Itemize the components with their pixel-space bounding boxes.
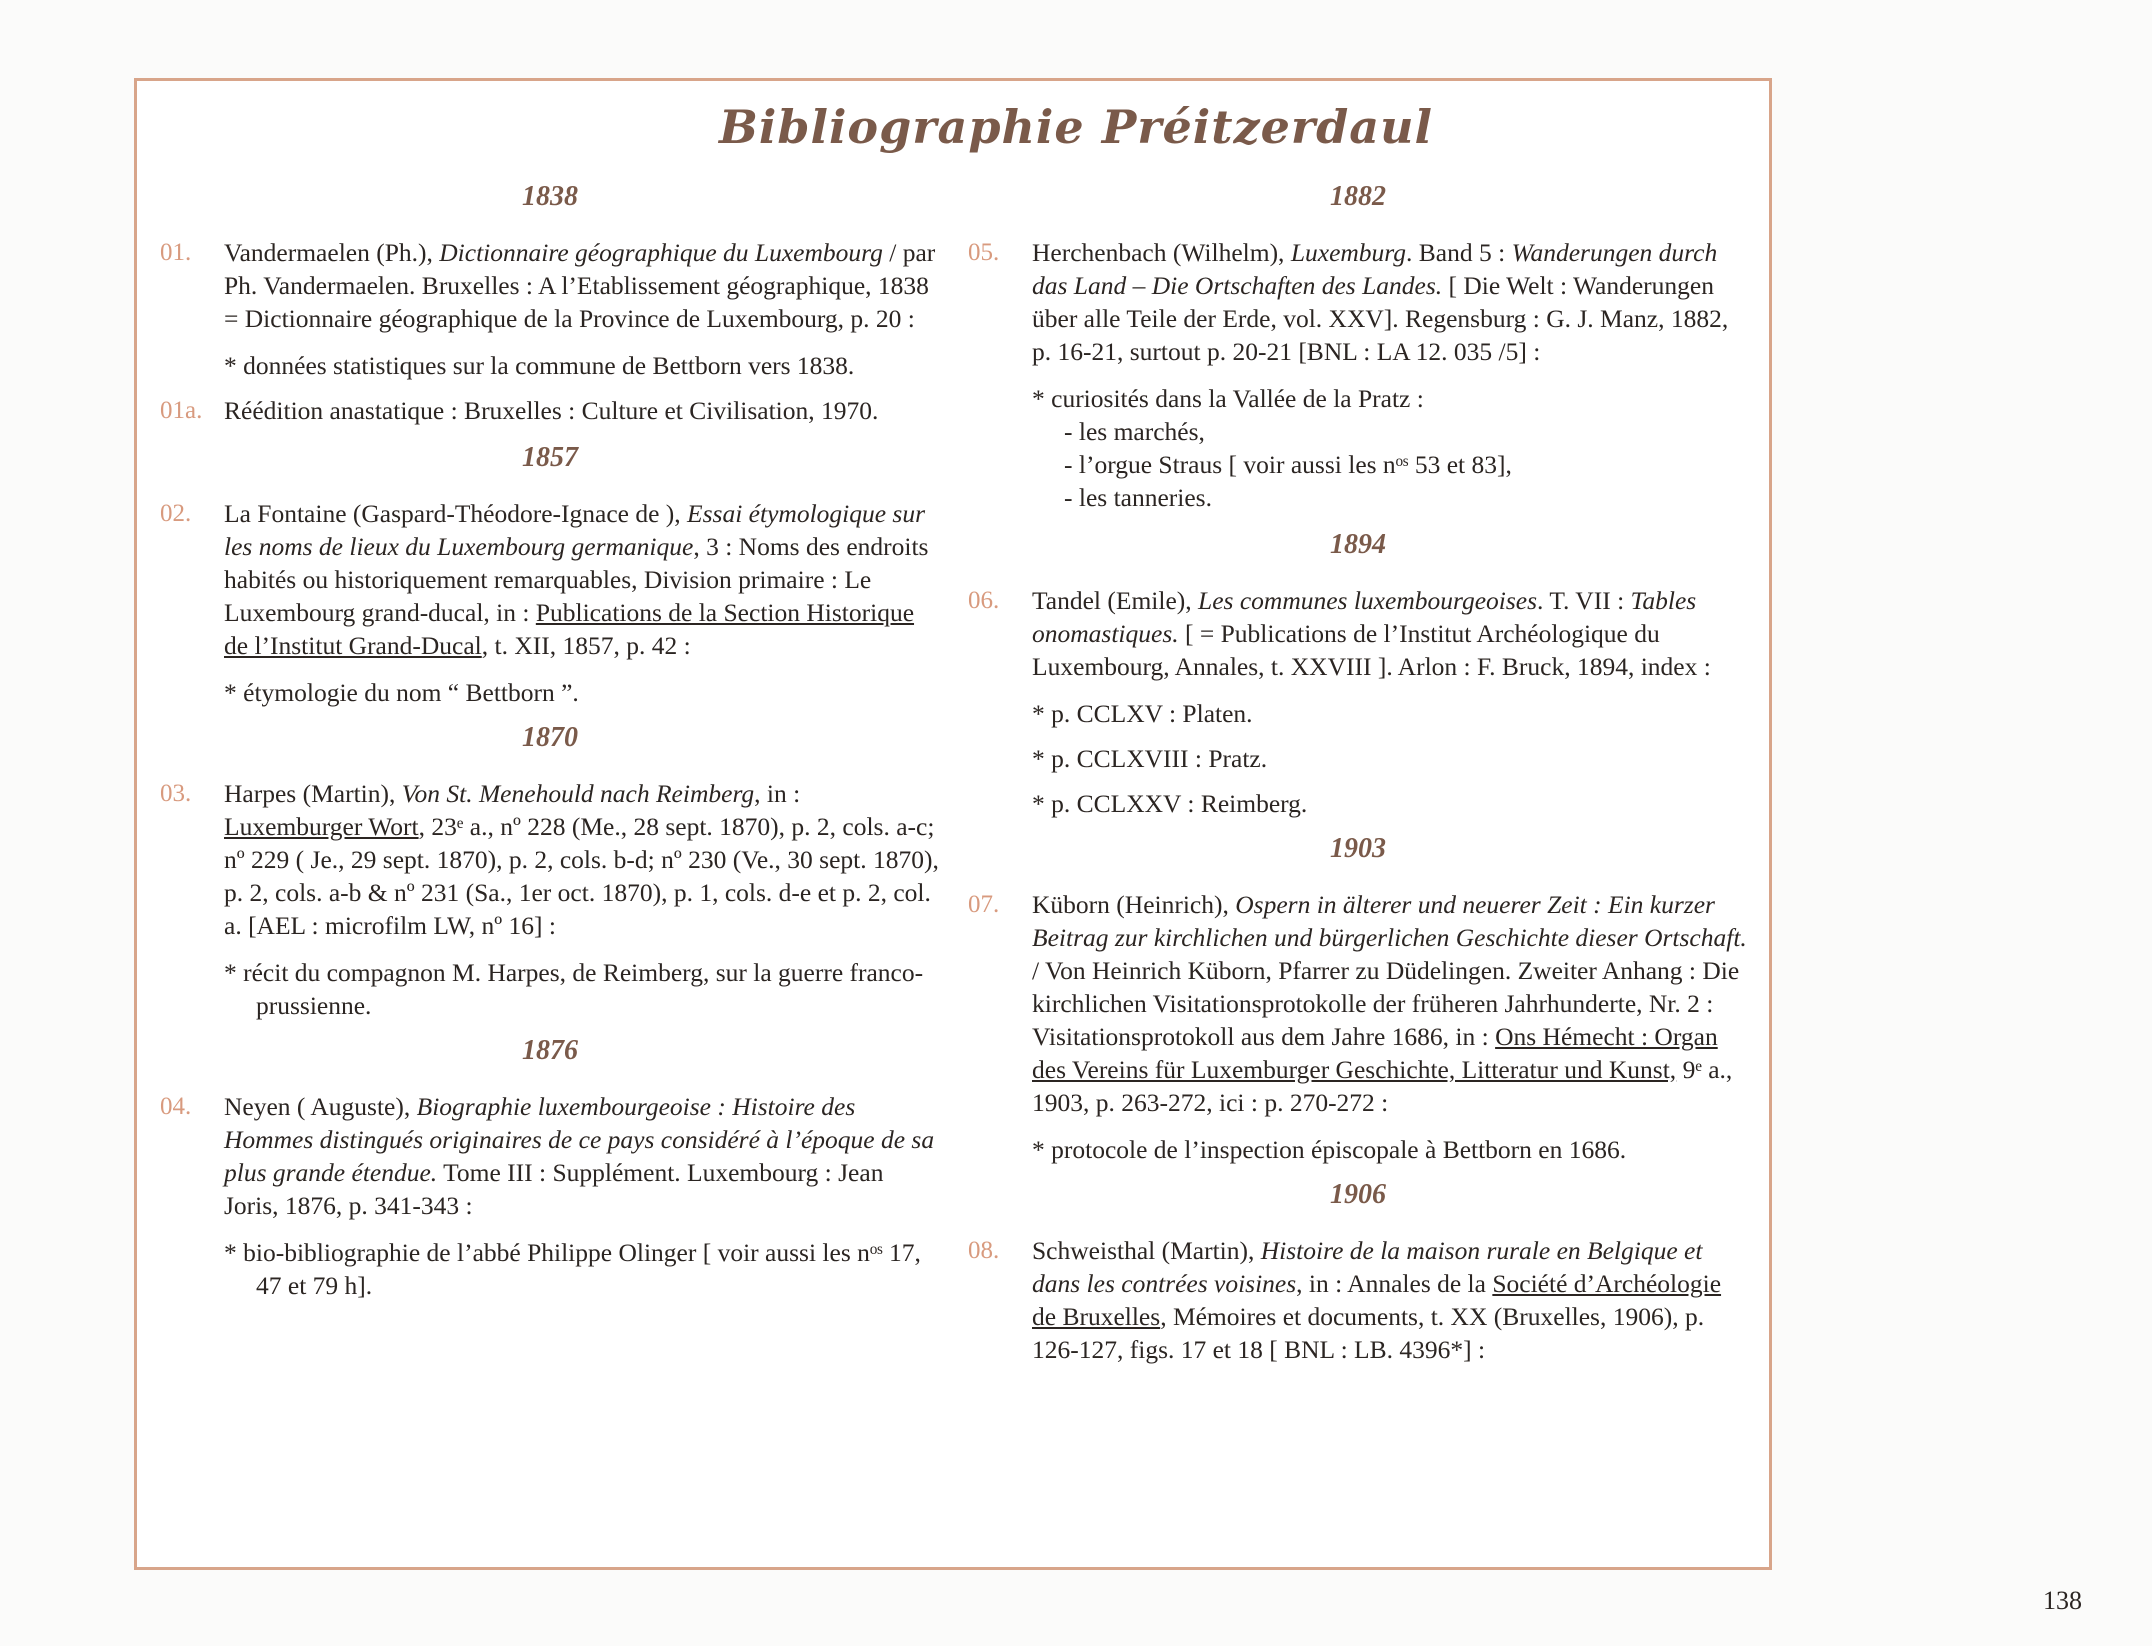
year-heading: 1903 xyxy=(1330,833,1386,864)
entry-details: 9ᵉ a., 1903, p. 263-272, ici : p. 270-272 : xyxy=(1032,1055,1733,1117)
entry-details: . Band 5 : xyxy=(1406,238,1512,267)
entry-details: , 3 : Noms des endroits habités ou historiquement remarquables, Division primaire : Le Luxembourg grand-ducal, in : xyxy=(224,532,929,627)
entry-note: * protocole de l’inspection épiscopale à Bettborn en 1686. xyxy=(1032,1135,1627,1164)
entry-title: Histoire de la maison rurale en Belgique et dans les contrées voisines xyxy=(1032,1236,1703,1298)
entry-title: Ospern in älterer und neuerer Zeit : Ein kurzer Beitrag zur kirchlichen und bürgerlichen Geschichte dieser Ortschaft. xyxy=(1032,890,1747,952)
entry-details: , in : xyxy=(754,779,801,808)
entry-details: , in : Annales de la xyxy=(1296,1269,1493,1298)
entry-details: Tome III : Supplément. Luxembourg : Jean Joris, 1876, p. 341-343 : xyxy=(224,1158,884,1220)
entry-title: Biographie luxembourgeoise : Histoire des Hommes distingués originaires de ce pays considéré à l’époque de sa plus grande étendue. xyxy=(224,1092,935,1187)
entry-details: [ Die Welt : Wanderungen über alle Teile der Erde, vol. XXV]. Regensburg : G. J. Manz, 1882, p. 16-21, surtout p. 20-21 [BNL : LA 12. 035 /5] : xyxy=(1032,271,1729,366)
year-heading: 1838 xyxy=(522,181,578,212)
entry-details: , Mémoires et documents, t. XX (Bruxelles, 1906), p. 126-127, figs. 17 et 18 [ BNL : LB. 4396*] : xyxy=(1032,1302,1705,1364)
series-title: Ons Hémecht : Organ des Vereins für Luxemburger Geschichte, Litteratur und Kunst, xyxy=(1032,1022,1718,1084)
entry-number: 07. xyxy=(968,891,1000,918)
entry-number: 08. xyxy=(968,1237,1000,1264)
series-title: Luxemburger Wort xyxy=(224,812,419,841)
series-title: Société d’Archéologie de Bruxelles xyxy=(1032,1269,1722,1331)
entry-number: 04. xyxy=(160,1093,192,1120)
entry-number: 03. xyxy=(160,780,192,807)
entry-sub-item: - les tanneries. xyxy=(1064,483,1212,512)
entry-subtitle: Wanderungen durch das Land – Die Ortschaften des Landes. xyxy=(1032,238,1718,300)
entry-number: 02. xyxy=(160,500,192,527)
year-heading: 1857 xyxy=(522,442,578,473)
bib-entry-05 xyxy=(968,236,1748,368)
entry-author: Schweisthal (Martin), xyxy=(1032,1236,1261,1265)
bib-entry-04 xyxy=(160,1090,940,1222)
entry-author: Neyen ( Auguste), xyxy=(224,1092,417,1121)
year-heading: 1906 xyxy=(1330,1179,1386,1210)
year-heading: 1882 xyxy=(1330,181,1386,212)
entry-title: Luxemburg xyxy=(1290,238,1407,267)
entry-note: * p. CCLXV : Platen. xyxy=(1032,699,1253,728)
entry-details: Réédition anastatique : Bruxelles : Culture et Civilisation, 1970. xyxy=(224,396,879,425)
entry-note: * récit du compagnon M. Harpes, de Reimberg, sur la guerre franco-prussienne. xyxy=(224,958,924,1020)
entry-details: . T. VII : xyxy=(1537,586,1631,615)
year-heading: 1870 xyxy=(522,722,578,753)
entry-number: 01a. xyxy=(160,397,203,424)
entry-note: * p. CCLXVIII : Pratz. xyxy=(1032,744,1268,773)
bib-entry-01 xyxy=(160,236,940,335)
entry-details: , t. XII, 1857, p. 42 : xyxy=(481,631,691,660)
entry-details: / Von Heinrich Küborn, Pfarrer zu Düdelingen. Zweiter Anhang : Die kirchlichen Visitationsprotokolle der früheren Jahrhunderte, Nr. 2 : Visitationsprotokoll aus dem Jahre 1686, in : xyxy=(1032,956,1740,1051)
entry-title: Dictionnaire géographique du Luxembourg xyxy=(439,238,883,267)
entry-sub-item: - les marchés, xyxy=(1064,417,1205,446)
entry-number: 06. xyxy=(968,587,1000,614)
entry-author: La Fontaine (Gaspard-Théodore-Ignace de ), xyxy=(224,499,688,528)
right-column xyxy=(968,180,1748,1380)
entry-author: Harpes (Martin), xyxy=(224,779,402,808)
bib-entry-01a xyxy=(160,394,940,427)
entry-note: * p. CCLXXV : Reimberg. xyxy=(1032,789,1308,818)
entry-title: Von St. Menehould nach Reimberg xyxy=(401,779,755,808)
year-heading: 1894 xyxy=(1330,529,1386,560)
bib-entry-06 xyxy=(968,584,1748,683)
entry-sub-item: - l’orgue Straus [ voir aussi les nᵒˢ 53 et 83], xyxy=(1064,450,1512,479)
bib-entry-08 xyxy=(968,1234,1748,1366)
left-column xyxy=(160,180,940,1314)
entry-note: * données statistiques sur la commune de Bettborn vers 1838. xyxy=(224,351,855,380)
entry-title: Les communes luxembourgeoises xyxy=(1198,586,1538,615)
series-title: Publications de la Section Historique de l’Institut Grand-Ducal xyxy=(224,598,915,660)
entry-details: [ = Publications de l’Institut Archéologique du Luxembourg, Annales, t. XXVIII ]. Arlon : F. Bruck, 1894, index : xyxy=(1032,619,1711,681)
entry-note: * curiosités dans la Vallée de la Pratz : xyxy=(1032,384,1424,413)
bib-entry-03 xyxy=(160,777,940,942)
bib-entry-02 xyxy=(160,497,940,662)
page-title: Bibliographie Préitzerdaul xyxy=(718,100,1434,154)
entry-author: Vandermaelen (Ph.), xyxy=(224,238,440,267)
entry-details: , 23ᵉ a., nº 228 (Me., 28 sept. 1870), p. 2, cols. a-c; nº 229 ( Je., 29 sept. 1870), p. 2, cols. b-d; nº 230 (Ve., 30 sept. 1870), p. 2, cols. a-b & nº 231 (Sa., 1er oct. 1870), p. 1, cols. d-e et p. 2, col. a. [AEL : microfilm LW, nº 16] : xyxy=(224,812,939,940)
entry-number: 01. xyxy=(160,239,192,266)
entry-author: Küborn (Heinrich), xyxy=(1032,890,1236,919)
entry-note: * étymologie du nom “ Bettborn ”. xyxy=(224,678,579,707)
entry-number: 05. xyxy=(968,239,1000,266)
bib-entry-07 xyxy=(968,888,1748,1119)
entry-author: Tandel (Emile), xyxy=(1032,586,1199,615)
entry-title: Essai étymologique sur les noms de lieux du Luxembourg germanique xyxy=(224,499,926,561)
page-number: 138 xyxy=(2043,1586,2082,1615)
entry-details: / par Ph. Vandermaelen. Bruxelles : A l’Etablissement géographique, 1838 = Dictionnaire géographique de la Province de Luxembourg, p. 20 : xyxy=(224,238,936,333)
year-heading: 1876 xyxy=(522,1035,578,1066)
entry-author: Herchenbach (Wilhelm), xyxy=(1032,238,1291,267)
entry-subtitle: Tables onomastiques. xyxy=(1032,586,1697,648)
entry-note: * bio-bibliographie de l’abbé Philippe Olinger [ voir aussi les nᵒˢ 17, 47 et 79 h]. xyxy=(224,1238,921,1300)
